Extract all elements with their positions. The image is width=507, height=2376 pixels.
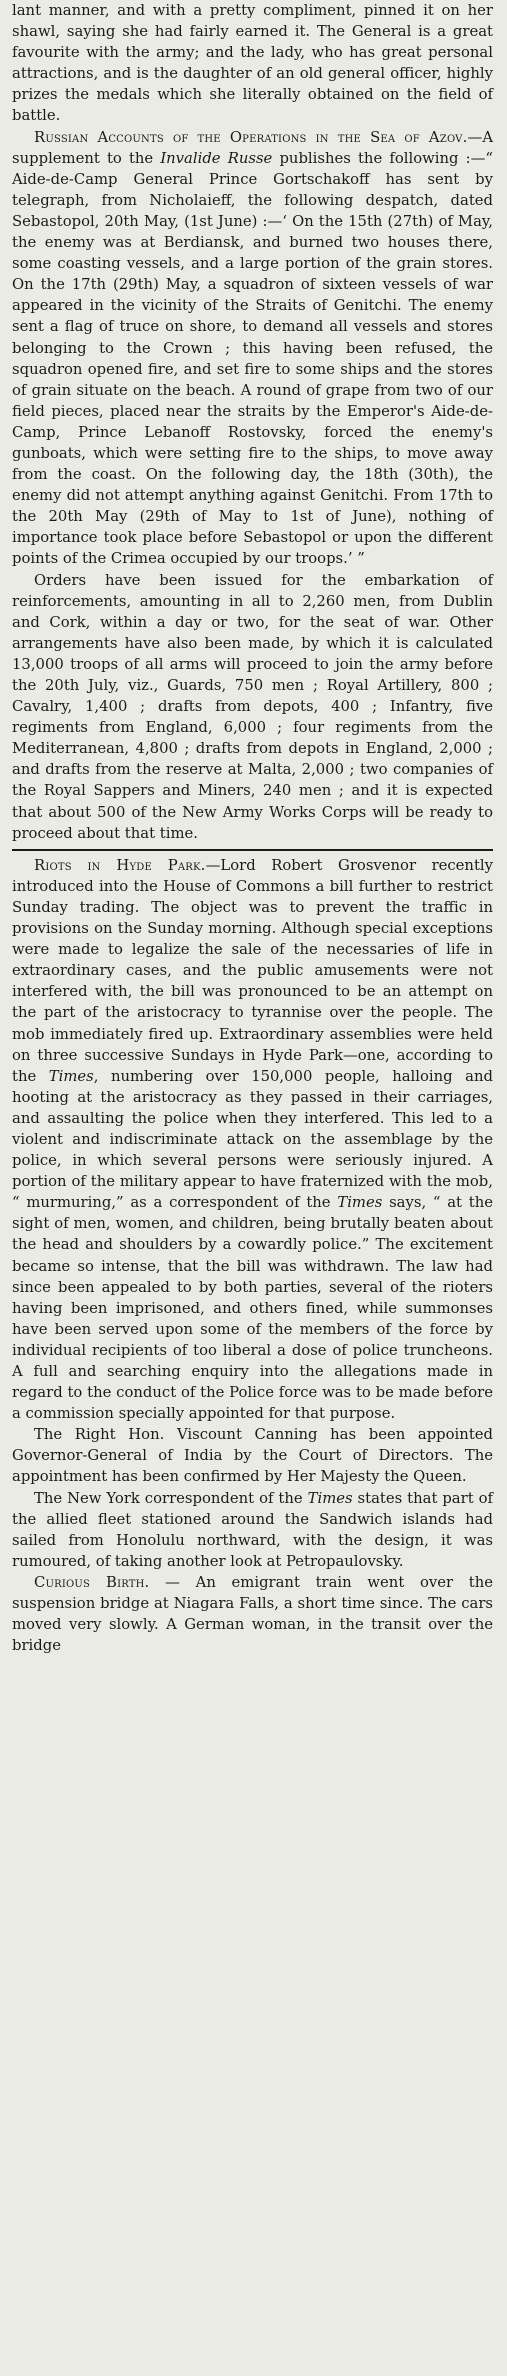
paragraph-text: The New York correspondent of the bbox=[34, 1489, 308, 1507]
paragraph-text: Orders have been issued for the embarkation of reinforcements, amounting in all to 2,260 men, from Dublin and Cork, within a day or two, for the seat of war. Other arrangements have also been made, by which it is calculated 13,000 troops of all arms will proceed to join the army before the 20th July, viz., Guards, 750 men ; Royal Artillery, 800 ; Cavalry, 1,400 ; drafts from depots, 400 ; Infantry, five regiments from England, 6,000 ; four regiments from the Mediterranean, 4,800 ; drafts from depots in England, 2,000 ; and drafts from the reserve at Malta, 2,000 ; two companies of the Royal Sappers and Miners, 240 men ; and it is expected that about 500 of the New Army Works Corps will be ready to proceed about that time. bbox=[12, 571, 493, 842]
italic-text: Times bbox=[307, 1489, 353, 1507]
paragraph-text: The Right Hon. Viscount Canning has been appointed Governor-General of India by the Court of Directors. The appointment has been confirmed by Her Majesty the Queen. bbox=[12, 1426, 493, 1486]
paragraph-text: says, “ at the sight of men, women, and children, being brutally beaten about the head and shoulders by a cowardly police.” The excitement became so intense, that the bill was withdrawn. The law had since been appealed to by both parties, several of the rioters having been imprisoned, and others fined, while summonses have been served upon some of the members of the force by individual recipients of too liberal a dose of police truncheons. A full and searching enquiry into the allegations made in regard to the conduct of the Police force was to be made before a commission specially appointed for that purpose. bbox=[12, 1194, 493, 1423]
paragraph-curious-birth bbox=[12, 1572, 493, 1656]
paragraph-reinforcements bbox=[12, 570, 493, 844]
paragraph-medal-anecdote bbox=[12, 0, 493, 127]
paragraph-text: — An emigrant train went over the suspension bridge at Niagara Falls, a short time since. The cars moved very slowly. A German woman, in the transit over the bridge bbox=[12, 1573, 493, 1655]
paragraph-sea-of-azov bbox=[12, 127, 493, 570]
paragraph-viscount-canning bbox=[12, 1424, 493, 1487]
section-divider bbox=[12, 849, 493, 851]
section-heading: Russian Accounts of the Operations in the Sea of Azov. bbox=[34, 128, 468, 146]
italic-text: Times bbox=[337, 1194, 383, 1212]
paragraph-text: —A supplement to the bbox=[12, 128, 493, 167]
paragraph-text: —Lord Robert Grosvenor recently introduced into the House of Commons a bill further to restrict Sunday trading. The object was to prevent the traffic in provisions on the Sunday morning. Although special exceptions were made to legalize the sale of the necessaries of life in extraordinary cases, and the public amusements were not interfered with, the bill was pronounced to be an attempt on the part of the aristocracy to tyrannise over the people. The mob immediately fired up. Extraordinary assemblies were held on three successive Sundays in Hyde Park—one, according to the bbox=[12, 856, 494, 1085]
paragraph-text: , numbering over 150,000 people, halloing and hooting at the aristocracy as they passed in their carriages, and assaulting the police when they interfered. This led to a violent and indiscriminate attack on the assemblage by the police, in which several persons were seriously injured. A portion of the military appear to have fraternized with the mob, “ murmuring,” as a correspondent of the bbox=[12, 1067, 493, 1212]
paragraph-text: publishes the following :—“ Aide-de-Camp General Prince Gortschakoff has sent by telegraph, from Nicholaieff, the following despatch, dated Sebastopol, 20th May, (1st June) :—‘ On the 15th (27th) of May, the enemy was at Berdiansk, and burned two houses there, some coasting vessels, and a large portion of the grain stores. On the 17th (29th) May, a squadron of sixteen vessels of war appeared in the vicinity of the Straits of Genitchi. The enemy sent a flag of truce on shore, to demand all vessels and stores belonging to the Crown ; this having been refused, the squadron opened fire, and set fire to some ships and the stores of grain situate on the beach. A round of grape from two of our field pieces, placed near the straits by the Emperor's Aide-de-Camp, Prince Lebanoff Rostovsky, forced the enemy's gunboats, which were setting fire to the ships, to move away from the coast. On the following day, the 18th (30th), the enemy did not attempt anything against Genitchi. From 17th to the 20th May (29th of May to 1st of June), nothing of importance took place before Sebastopol or upon the different points of the Crimea occupied by our troops.’ ” bbox=[12, 149, 493, 568]
paragraph-text: states that part of the allied fleet stationed around the Sandwich islands had sailed from Honolulu northward, with the design, it was rumoured, of taking another look at Petropaulovsky. bbox=[12, 1489, 493, 1570]
paragraph-new-york-correspondent bbox=[12, 1488, 493, 1572]
italic-text: Times bbox=[48, 1067, 94, 1085]
section-heading: Curious Birth. bbox=[34, 1573, 150, 1591]
section-heading: Riots in Hyde Park. bbox=[34, 856, 206, 874]
italic-text: Invalide Russe bbox=[160, 149, 273, 167]
paragraph-text: lant manner, and with a pretty compliment, pinned it on her shawl, saying she had fairly earned it. The General is a great favourite with the army; and the lady, who has great personal attractions, and is the daughter of an old general officer, highly prizes the medals which she literally obtained on the field of battle. bbox=[12, 2, 493, 125]
paragraph-hyde-park-riots bbox=[12, 855, 493, 1425]
